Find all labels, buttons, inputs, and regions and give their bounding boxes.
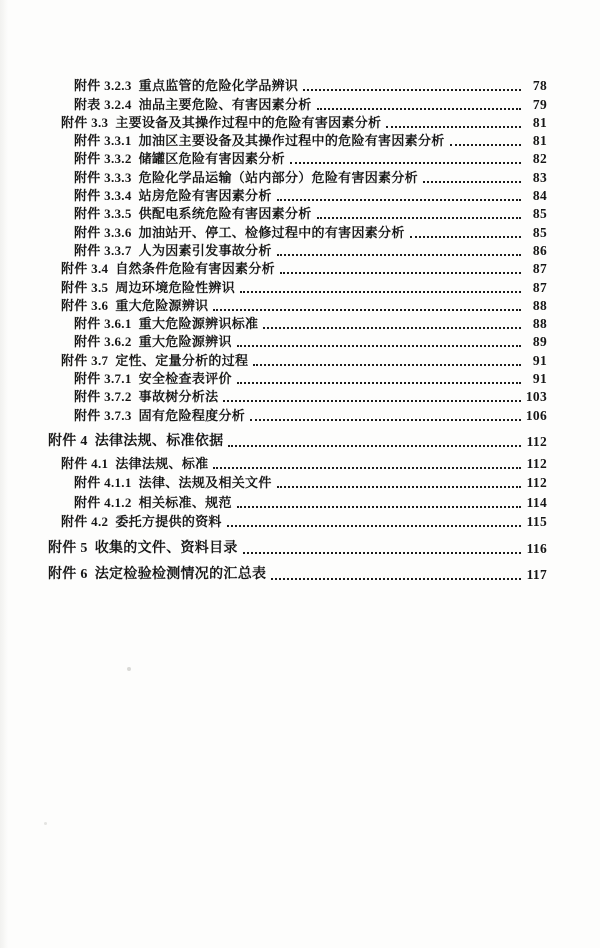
toc-entry-page-number: 85 [532,206,547,222]
toc-entry-title: 危险化学品运输（站内部分）危险有害因素分析 [138,169,418,185]
toc-entry-label: 附件 4.1.2 [74,494,132,510]
toc-entry [0,350,547,368]
toc-entry-label: 附件 3.3.3 [74,169,132,185]
toc-entry-label: 附件 3.4 [61,261,109,277]
toc-entry-page-number: 83 [532,169,547,185]
scan-speck [44,822,47,825]
toc-entry-page-number: 78 [532,78,547,94]
dot-leader [250,419,521,421]
dot-leader [290,162,521,164]
toc-entry-label: 附表 3.2.4 [74,96,132,112]
toc-entry-title: 法律、法规及相关文件 [138,475,272,491]
dot-leader [410,236,521,238]
toc-entry [0,332,547,350]
toc-entry-page-number: 88 [532,316,547,332]
toc-entry-page-number: 85 [532,224,547,240]
toc-entry-page-number: 87 [532,261,547,277]
toc-entry-page-number: 87 [532,279,547,295]
toc-entry [0,296,547,314]
toc-entry [0,537,547,557]
toc-entry [0,167,547,185]
dot-leader [263,327,521,329]
toc-entry-label: 附件 3.5 [61,279,109,295]
toc-entry-label: 附件 4.1 [61,455,109,471]
toc-entry-title: 周边环境危险性辨识 [115,279,236,295]
toc-entry-page-number: 91 [532,371,547,387]
toc-entry-title: 自然条件危险有害因素分析 [115,261,275,277]
toc-entry [0,222,547,240]
dot-leader [317,217,521,219]
toc-entry [0,314,547,332]
toc-entry-title: 法律法规、标准依据 [94,434,224,450]
toc-entry-page-number: 79 [532,96,547,112]
toc-entry-label: 附件 3.6.1 [74,316,132,332]
toc-entry-title: 主要设备及其操作过程中的危险有害因素分析 [115,114,382,130]
toc-entry [0,564,547,584]
dot-leader [223,400,521,402]
toc-entry-label: 附件 3.2.3 [74,78,132,94]
toc-entry-title: 法定检验检测情况的汇总表 [94,567,267,583]
toc-entry-label: 附件 4.1.1 [74,475,132,491]
dot-leader [317,108,521,110]
dot-leader [237,345,521,347]
toc-entry-label: 附件 3.6.2 [74,334,132,350]
toc-entry-page-number: 86 [532,242,547,258]
toc-entry [0,204,547,222]
toc-entry [0,452,547,472]
scan-speck [127,667,131,671]
dot-leader [228,445,521,447]
toc-entry [0,472,547,492]
toc-entry [0,94,547,112]
toc-entry [0,131,547,149]
toc-entry-title: 收集的文件、资料目录 [94,540,238,556]
toc-entry-label: 附件 4.2 [61,514,109,530]
toc-entry-label: 附件 3.7.2 [74,389,132,405]
dot-leader [213,467,521,469]
toc-entry-title: 加油站开、停工、检修过程中的有害因素分析 [138,224,405,240]
toc-list [0,76,547,583]
toc-entry [0,277,547,295]
dot-leader [237,382,521,384]
dot-leader [213,309,521,311]
dot-leader [271,578,521,580]
dot-leader [386,126,521,128]
toc-entry-label: 附件 4 [48,434,88,450]
toc-entry-title: 固有危险程度分析 [138,407,246,423]
toc-entry-label: 附件 3.3.7 [74,242,132,258]
toc-entry-title: 站房危险有害因素分析 [138,188,272,204]
toc-entry-title: 事故树分析法 [138,389,219,405]
toc-entry-page-number: 117 [526,567,547,583]
toc-entry-page-number: 103 [525,389,547,405]
toc-entry-title: 安全检查表评价 [138,371,232,387]
toc-entry-page-number: 91 [532,352,547,368]
dot-leader [423,181,521,183]
toc-entry [0,259,547,277]
toc-entry-title: 重点监管的危险化学品辨识 [138,78,299,94]
dot-leader [243,552,521,554]
dot-leader [237,506,521,508]
toc-entry-label: 附件 3.3 [61,114,109,130]
toc-entry [0,387,547,405]
toc-entry [0,241,547,259]
dot-leader [277,486,521,488]
toc-entry-page-number: 115 [526,514,547,530]
toc-entry-title: 相关标准、规范 [138,494,232,510]
toc-entry-label: 附件 3.7 [61,352,109,368]
toc-entry [0,186,547,204]
toc-entry-label: 附件 3.7.3 [74,407,132,423]
toc-entry-page-number: 81 [532,133,547,149]
dot-leader [450,144,521,146]
toc-entry [0,76,547,94]
toc-entry-page-number: 112 [526,455,547,471]
toc-entry-page-number: 89 [532,334,547,350]
toc-entry-title: 重大危险源辨识 [138,334,232,350]
toc-entry [0,405,547,423]
toc-entry-page-number: 82 [532,151,547,167]
toc-entry-page-number: 116 [526,540,547,556]
toc-entry-title: 重大危险源辨识 [115,297,209,313]
toc-entry-title: 法律法规、标准 [115,455,209,471]
toc-entry [0,431,547,451]
toc-entry [0,149,547,167]
toc-entry-page-number: 112 [526,475,547,491]
toc-entry-page-number: 84 [532,188,547,204]
toc-entry [0,491,547,511]
toc-entry-title: 重大危险源辨识标准 [138,316,259,332]
toc-entry-title: 供配电系统危险有害因素分析 [138,206,312,222]
dot-leader [253,364,521,366]
toc-entry-page-number: 81 [532,114,547,130]
toc-entry-label: 附件 3.7.1 [74,371,132,387]
toc-entry-label: 附件 3.3.2 [74,151,132,167]
dot-leader [227,525,521,527]
toc-entry-title: 储罐区危险有害因素分析 [138,151,285,167]
toc-entry-label: 附件 3.6 [61,297,109,313]
toc-entry-title: 加油区主要设备及其操作过程中的危险有害因素分析 [138,133,445,149]
toc-entry [0,113,547,131]
toc-entry-title: 人为因素引发事故分析 [138,242,272,258]
toc-entry [0,369,547,387]
dot-leader [277,254,521,256]
toc-entry-label: 附件 3.3.1 [74,133,132,149]
toc-entry-title: 委托方提供的资料 [115,514,222,530]
dot-leader [240,291,521,293]
toc-entry-label: 附件 5 [48,540,88,556]
toc-entry-label: 附件 3.3.5 [74,206,132,222]
toc-entry-label: 附件 6 [48,567,88,583]
dot-leader [277,199,521,201]
toc-entry-title: 定性、定量分析的过程 [115,352,249,368]
dot-leader [280,272,521,274]
toc-entry-label: 附件 3.3.6 [74,224,132,240]
toc-entry-page-number: 114 [526,494,547,510]
toc-entry-page-number: 112 [526,434,547,450]
toc-entry-page-number: 88 [532,297,547,313]
dot-leader [303,89,521,91]
toc-entry-page-number: 106 [525,407,547,423]
toc-entry-title: 油品主要危险、有害因素分析 [138,96,312,112]
toc-entry-label: 附件 3.3.4 [74,188,132,204]
toc-entry [0,511,547,531]
